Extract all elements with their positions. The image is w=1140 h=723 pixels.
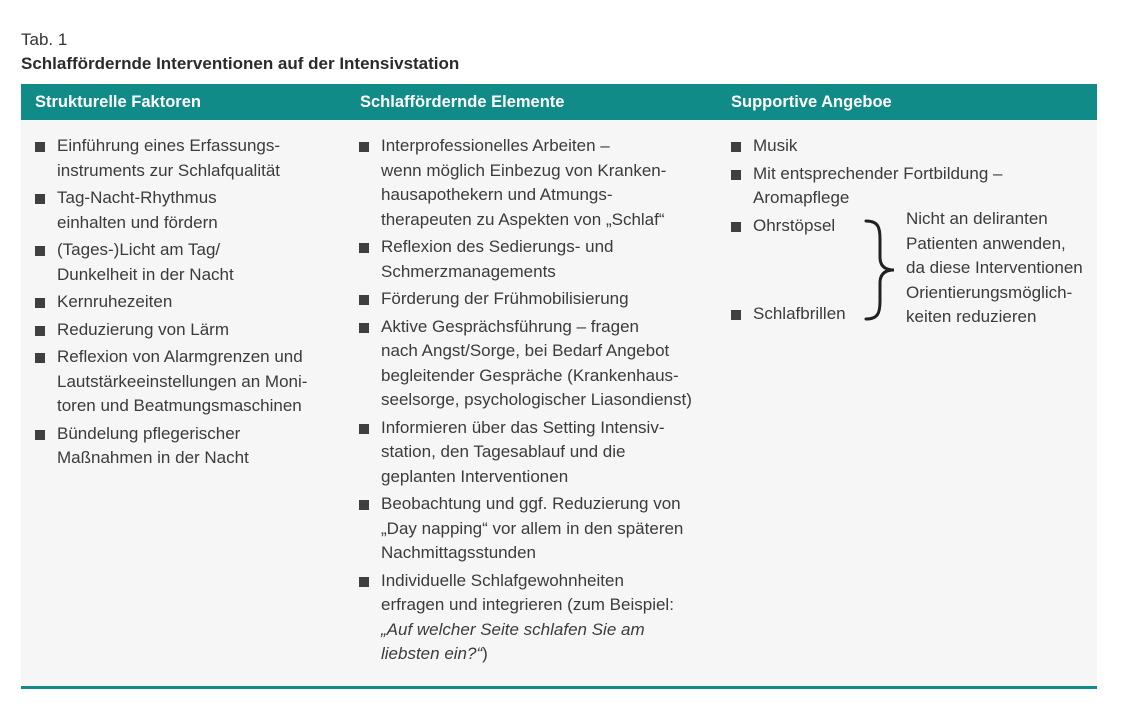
item-line: Reduzierung von Lärm (57, 319, 229, 339)
column-sleep-elements (359, 134, 692, 670)
square-bullet-icon (731, 310, 741, 320)
note-line: Patienten anwenden, (906, 233, 1066, 253)
closing-paren: ) (482, 644, 488, 663)
item-line: Interprofessionelles Arbeiten – (381, 136, 610, 155)
item-line: hausapothekern und Atmungs- (381, 185, 613, 204)
item-line: therapeuten zu Aspekten von „Schlaf“ (381, 209, 665, 229)
item-line: Individuelle Schlafgewohnheiten (381, 570, 624, 590)
list-item (35, 422, 307, 471)
item-line: (Tages-)Licht am Tag/ (57, 240, 221, 259)
table-header (21, 84, 1097, 120)
item-line: seelsorge, psychologischer Liasondienst) (381, 390, 692, 409)
square-bullet-icon (35, 246, 45, 256)
list-item (35, 318, 307, 343)
item-line: wenn möglich Einbezug von Kranken- (381, 160, 667, 180)
note-line: keiten reduzieren (906, 307, 1037, 326)
item-line: nach Angst/Sorge, bei Bedarf Angebot (381, 341, 670, 360)
header-sleep-elements: Schlaffördernde Elemente (360, 93, 565, 111)
square-bullet-icon (359, 142, 369, 152)
item-line: Beobachtung und ggf. Reduzierung von (381, 494, 681, 513)
square-bullet-icon (359, 577, 369, 587)
square-bullet-icon (731, 222, 741, 232)
list-item (359, 235, 692, 284)
table-title: Schlaffördernde Interventionen auf der Intensivstation (21, 54, 460, 73)
list-item (35, 290, 307, 315)
list-item (359, 287, 692, 312)
item-line: Dunkelheit in der Nacht (57, 264, 234, 284)
item-line: Informieren über das Setting Intensiv- (381, 417, 665, 437)
square-bullet-icon (35, 194, 45, 204)
square-bullet-icon (35, 326, 45, 336)
table-label: Tab. 1 (21, 30, 68, 49)
note-line: da diese Interventionen (906, 258, 1083, 277)
item-line: Mit entsprechender Fortbildung – (753, 163, 1003, 183)
item-line: geplanten Interventionen (381, 466, 569, 486)
item-line: einhalten und fördern (57, 212, 218, 232)
item-line-quote: „Auf welcher Seite schlafen Sie am (381, 619, 645, 639)
square-bullet-icon (35, 298, 45, 308)
item-line: Musik (753, 136, 798, 155)
item-line: Reflexion von Alarmgrenzen und (57, 347, 303, 366)
item-line: begleitender Gespräche (Krankenhaus- (381, 365, 679, 385)
list-item (731, 162, 1002, 211)
item-line: instruments zur Schlafqualität (57, 160, 280, 180)
item-line: Tag-Nacht-Rhythmus (57, 188, 217, 207)
list-item (359, 134, 692, 232)
square-bullet-icon (359, 323, 369, 333)
item-line: Lautstärkeeinstellungen an Moni- (57, 371, 308, 391)
item-line: station, den Tagesablauf und die (381, 442, 626, 461)
note-line: Orientierungsmöglich- (906, 282, 1073, 302)
item-line: toren und Beatmungsmaschinen (57, 396, 302, 415)
item-line-quote: liebsten ein?“ (381, 644, 483, 663)
curly-brace-icon (862, 219, 902, 321)
note-line: Nicht an deliranten (906, 209, 1048, 228)
list-item (359, 416, 692, 490)
brace-note (906, 207, 1083, 330)
bottom-rule (21, 686, 1097, 689)
item-line: Aromapflege (753, 188, 850, 207)
list-item (731, 134, 1002, 159)
list-item (359, 315, 692, 413)
interventions-table (21, 84, 1097, 688)
item-line: Bündelung pflegerischer (57, 423, 241, 443)
square-bullet-icon (359, 424, 369, 434)
list-item (35, 134, 307, 183)
item-line: Maßnahmen in der Nacht (57, 448, 249, 467)
list-item (35, 186, 307, 235)
header-structural-factors: Strukturelle Faktoren (35, 93, 201, 111)
item-line: Einführung eines Erfassungs- (57, 136, 281, 155)
list-item (359, 492, 692, 566)
square-bullet-icon (35, 353, 45, 363)
square-bullet-icon (359, 295, 369, 305)
item-line: „Day napping“ vor allem in den späteren (381, 518, 684, 538)
square-bullet-icon (731, 170, 741, 180)
square-bullet-icon (731, 142, 741, 152)
item-line: Aktive Gesprächsführung – fragen (381, 316, 639, 336)
item-line: Nachmittagsstunden (381, 543, 536, 562)
square-bullet-icon (359, 500, 369, 510)
item-sleep-masks: Schlafbrillen (753, 304, 846, 323)
square-bullet-icon (35, 430, 45, 440)
column-structural-factors (35, 134, 307, 474)
item-line: Reflexion des Sedierungs- und (381, 237, 614, 256)
square-bullet-icon (359, 243, 369, 253)
item-line: Kernruhezeiten (57, 292, 173, 311)
item-line: erfragen und integrieren (zum Beispiel: (381, 595, 674, 614)
list-item (359, 569, 692, 667)
item-line: Schmerzmanagements (381, 261, 556, 281)
list-item (35, 238, 307, 287)
item-earplugs: Ohrstöpsel (753, 215, 836, 235)
square-bullet-icon (35, 142, 45, 152)
item-line: Förderung der Frühmobilisierung (381, 289, 629, 308)
header-supportive-offers: Supportive Angeboe (731, 93, 892, 111)
list-item (35, 345, 307, 419)
